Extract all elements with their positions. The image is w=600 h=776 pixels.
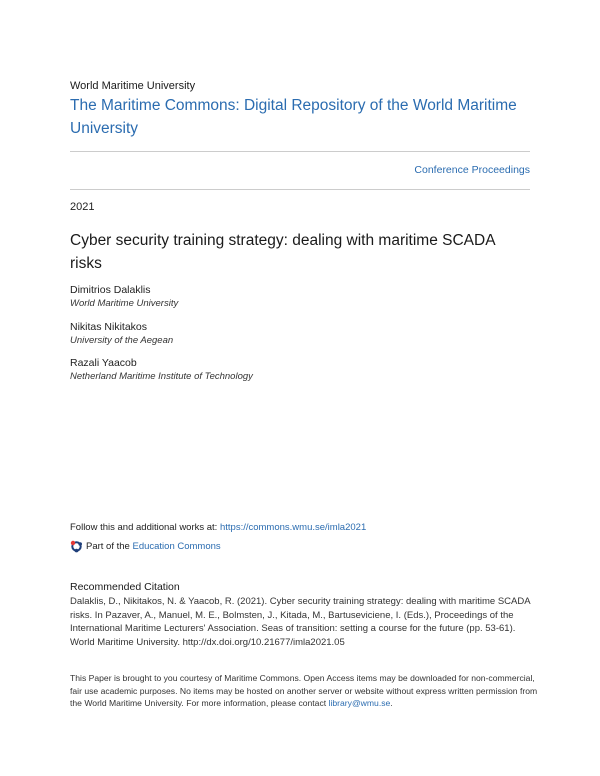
institution-name: World Maritime University — [70, 80, 196, 92]
follow-link[interactable]: https://commons.wmu.se/imla2021 — [219, 522, 367, 533]
divider — [70, 151, 530, 152]
publication-year: 2021 — [70, 201, 95, 213]
part-of-line — [70, 540, 221, 553]
paper-title: Cyber security training strategy: dealing with maritime SCADA risks — [70, 232, 495, 272]
footer-notice-text: This Paper is brought to you courtesy of Maritime Commons. Open Access items may be downloaded for non-commercial, fair use academic purposes. No items may be hosted on another server or website without express written permission from the World Maritime University. For more information, please contact — [70, 673, 538, 708]
recommended-citation-heading: Recommended Citation — [70, 581, 180, 593]
author-block — [70, 356, 530, 383]
author-name: Dimitrios Dalaklis — [70, 284, 151, 296]
education-commons-link[interactable]: Education Commons — [132, 541, 221, 552]
author-affiliation: University of the Aegean — [70, 335, 174, 346]
author-name: Nikitas Nikitakos — [70, 321, 148, 333]
network-icon — [70, 540, 83, 553]
part-of-prefix: Part of the — [86, 541, 130, 552]
footer-suffix: . — [390, 698, 393, 708]
author-affiliation: Netherland Maritime Institute of Technology — [70, 371, 253, 382]
collection-link[interactable]: Conference Proceedings — [414, 164, 530, 176]
footer-notice — [70, 672, 540, 710]
author-block — [70, 283, 530, 310]
recommended-citation-text: Dalaklis, D., Nikitakos, N. & Yaacob, R. (2021). Cyber security training strategy: dealing with maritime SCADA risks. In Pazaver, A., Manuel, M. E., Bolmsten, J., Kitada, M., Bartuseviciene, I. (Eds.), Proceedings of the International Maritime Lecturers' Association. Seas of transition: setting a course for the future (pp. 53-61). World Maritime University. http://dx.doi.org/10.21677/imla2021.05 — [70, 596, 531, 648]
divider — [70, 189, 530, 190]
author-block — [70, 320, 530, 347]
repository-title-link[interactable]: The Maritime Commons: Digital Repository of the World Maritime University — [70, 97, 517, 137]
author-affiliation: World Maritime University — [70, 298, 179, 309]
author-name: Razali Yaacob — [70, 357, 137, 369]
contact-email-link[interactable]: library@wmu.se — [328, 698, 391, 708]
follow-prefix: Follow this and additional works at: — [70, 522, 220, 533]
follow-line — [70, 522, 366, 533]
